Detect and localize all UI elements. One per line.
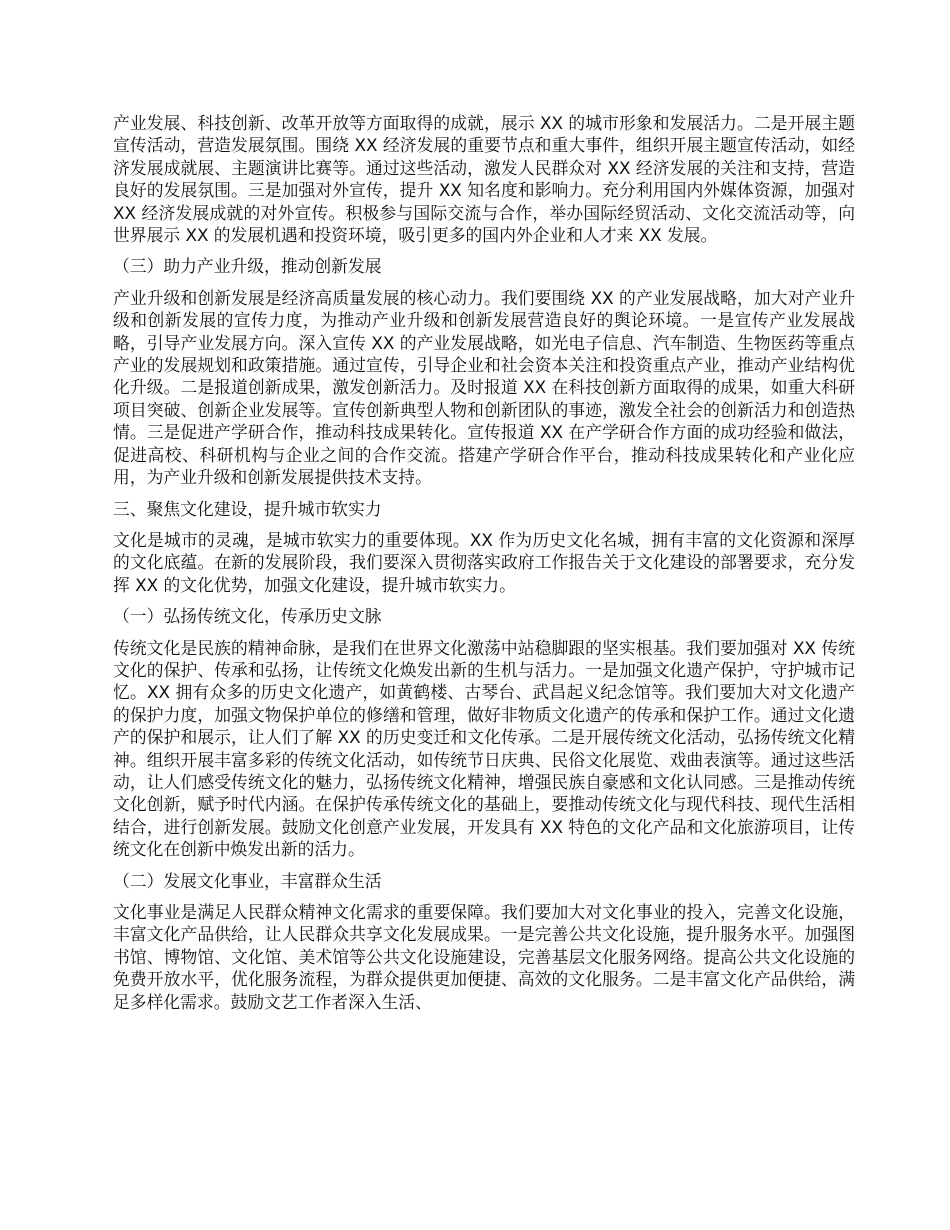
section-heading-industry-upgrade: （三）助力产业升级，推动创新发展 <box>113 256 382 277</box>
body-paragraph: 文化事业是满足人民群众精神文化需求的重要保障。我们要加大对文化事业的投入，完善文化设施，丰富文化产品供给，让人民群众共享文化发展成果。一是完善公共文化设施，提升服务水平。加强图书馆、博物馆、文化馆、美术馆等公共文化设施建设，完善基层文化服务网络。提高公共文化设施的免费开放水平，优化服务流程，为群众提供更加便捷、高效的文化服务。二是丰富文化产品供给，满足多样化需求。鼓励文艺工作者深入生活、 <box>113 902 855 1012</box>
section-heading-culture: 三、聚焦文化建设，提升城市软实力 <box>113 498 382 519</box>
document-page <box>113 112 855 1022</box>
section-heading-cultural-undertakings: （二）发展文化事业，丰富群众生活 <box>113 870 382 891</box>
body-paragraph: 产业发展、科技创新、改革开放等方面取得的成就，展示 XX 的城市形象和发展活力。二是开展主题宣传活动，营造发展氛围。围绕 XX 经济发展的重要节点和重大事件，组织开展主题宣传活动，如经济发展成就展、主题演讲比赛等。通过这些活动，激发人民群众对 XX 经济发展的关注和支持，营造良好的发展氛围。三是加强对外宣传，提升 XX 知名度和影响力。充分利用国内外媒体资源，加强对 XX 经济发展成就的对外宣传。积极参与国际交流与合作，举办国际经贸活动、文化交流活动等，向世界展示 XX 的发展机遇和投资环境，吸引更多的国内外企业和人才来 XX 发展。 <box>113 113 855 246</box>
body-paragraph: 文化是城市的灵魂，是城市软实力的重要体现。XX 作为历史文化名城，拥有丰富的文化资源和深厚的文化底蕴。在新的发展阶段，我们要深入贯彻落实政府工作报告关于文化建设的部署要求，充分发挥 XX 的文化优势，加强文化建设，提升城市软实力。 <box>113 529 855 595</box>
body-paragraph: 产业升级和创新发展是经济高质量发展的核心动力。我们要围绕 XX 的产业发展战略，加大对产业升级和创新发展的宣传力度，为推动产业升级和创新发展营造良好的舆论环境。一是宣传产业发展战略，引导产业发展方向。深入宣传 XX 的产业发展战略，如光电子信息、汽车制造、生物医药等重点产业的发展规划和政策措施。通过宣传，引导企业和社会资本关注和投资重点产业，推动产业结构优化升级。二是报道创新成果，激发创新活力。及时报道 XX 在科技创新方面取得的成果，如重大科研项目突破、创新企业发展等。宣传创新典型人物和创新团队的事迹，激发全社会的创新活力和创造热情。三是促进产学研合作，推动科技成果转化。宣传报道 XX 在产学研合作方面的成功经验和做法，促进高校、科研机构与企业之间的合作交流。搭建产学研合作平台，推动科技成果转化和产业化应用，为产业升级和创新发展提供技术支持。 <box>113 287 855 488</box>
body-paragraph: 传统文化是民族的精神命脉，是我们在世界文化激荡中站稳脚跟的坚实根基。我们要加强对 XX 传统文化的保护、传承和弘扬，让传统文化焕发出新的生机与活力。一是加强文化遗产保护，守护城市记忆。XX 拥有众多的历史文化遗产，如黄鹤楼、古琴台、武昌起义纪念馆等。我们要加大对文化遗产的保护力度，加强文物保护单位的修缮和管理，做好非物质文化遗产的传承和保护工作。通过文化遗产的保护和展示，让人们了解 XX 的历史变迁和文化传承。二是开展传统文化活动，弘扬传统文化精神。组织开展丰富多彩的传统文化活动，如传统节日庆典、民俗文化展览、戏曲表演等。通过这些活动，让人们感受传统文化的魅力，弘扬传统文化精神，增强民族自豪感和文化认同感。三是推动传统文化创新，赋予时代内涵。在保护传承传统文化的基础上，要推动传统文化与现代科技、现代生活相结合，进行创新发展。鼓励文化创意产业发展，开发具有 XX 特色的文化产品和文化旅游项目，让传统文化在创新中焕发出新的活力。 <box>113 637 855 860</box>
section-heading-traditional-culture: （一）弘扬传统文化，传承历史文脉 <box>113 606 382 627</box>
